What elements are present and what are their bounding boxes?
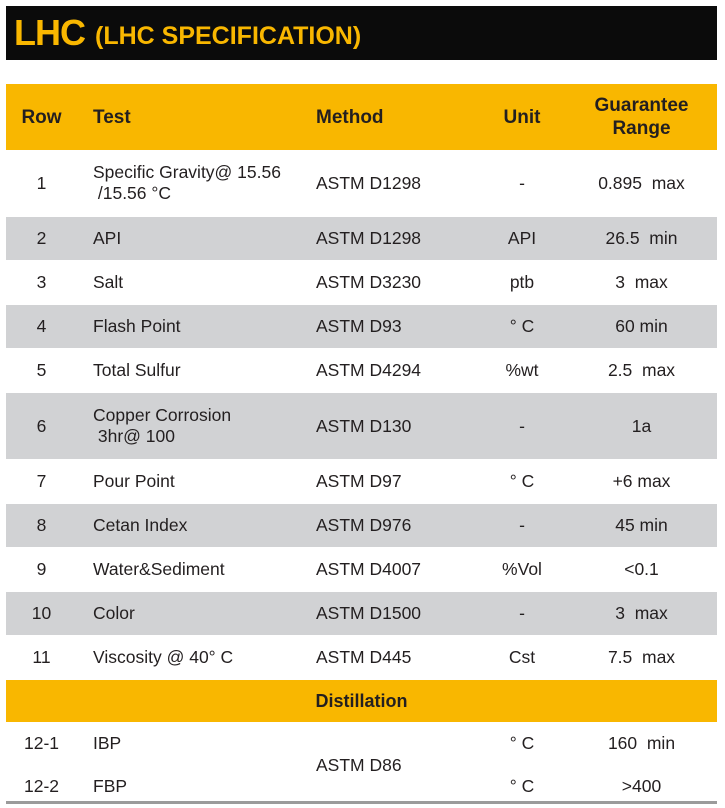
section-title: Distillation bbox=[6, 680, 717, 723]
test-unit: ° C bbox=[509, 776, 535, 796]
test-name: Flash Point bbox=[77, 305, 310, 349]
table-row bbox=[6, 393, 717, 460]
test-range: 3 max bbox=[566, 592, 717, 636]
table-row bbox=[6, 349, 717, 393]
test-range: <0.1 bbox=[566, 548, 717, 592]
test-unit: ° C bbox=[478, 460, 566, 504]
test-unit: ptb bbox=[478, 261, 566, 305]
test-range: +6 max bbox=[566, 460, 717, 504]
test-unit: - bbox=[478, 393, 566, 460]
row-number: 4 bbox=[6, 305, 77, 349]
test-method: ASTM D86 bbox=[316, 754, 402, 775]
test-method: ASTM D130 bbox=[310, 393, 478, 460]
header-range-line2: Range bbox=[612, 118, 671, 139]
table-row bbox=[6, 460, 717, 504]
table-row bbox=[6, 722, 717, 765]
test-name: Pour Point bbox=[77, 460, 310, 504]
test-name bbox=[77, 150, 310, 217]
row-number: 8 bbox=[6, 504, 77, 548]
test-name-line1: Specific Gravity@ 15.56 bbox=[93, 162, 281, 182]
header-method: Method bbox=[310, 84, 478, 150]
test-unit: ° C bbox=[509, 733, 535, 753]
test-name: Water&Sediment bbox=[77, 548, 310, 592]
test-name-line2: /15.56 °C bbox=[93, 183, 172, 203]
table-row bbox=[6, 261, 717, 305]
test-method: ASTM D445 bbox=[310, 636, 478, 680]
test-method: ASTM D1298 bbox=[310, 217, 478, 261]
row-number: 2 bbox=[6, 217, 77, 261]
test-unit: - bbox=[478, 592, 566, 636]
test-range: 7.5 max bbox=[566, 636, 717, 680]
test-name-line1: Copper Corrosion bbox=[93, 405, 232, 425]
row-number: 12-1 bbox=[23, 733, 60, 753]
test-method: ASTM D3230 bbox=[310, 261, 478, 305]
table-row bbox=[6, 305, 717, 349]
header-range-line1: Guarantee bbox=[594, 95, 689, 116]
table-row bbox=[6, 548, 717, 592]
table-row bbox=[6, 592, 717, 636]
row-number: 6 bbox=[6, 393, 77, 460]
test-range: 160 min bbox=[607, 733, 676, 753]
row-number: 7 bbox=[6, 460, 77, 504]
test-method: ASTM D97 bbox=[310, 460, 478, 504]
row-number: 12-2 bbox=[23, 776, 60, 796]
test-name: FBP bbox=[93, 776, 128, 796]
test-name: Cetan Index bbox=[77, 504, 310, 548]
test-name: Viscosity @ 40° C bbox=[77, 636, 310, 680]
page-subtitle: (LHC SPECIFICATION) bbox=[95, 21, 362, 50]
header-guarantee-range bbox=[566, 84, 717, 150]
test-name: API bbox=[77, 217, 310, 261]
test-method: ASTM D4294 bbox=[310, 349, 478, 393]
test-range: >400 bbox=[621, 776, 662, 796]
test-name-line2: 3hr@ 100 bbox=[93, 426, 175, 446]
test-method: ASTM D1298 bbox=[310, 150, 478, 217]
test-unit: Cst bbox=[478, 636, 566, 680]
test-range: 60 min bbox=[566, 305, 717, 349]
test-method: ASTM D1500 bbox=[310, 592, 478, 636]
row-number: 10 bbox=[6, 592, 77, 636]
test-name: Salt bbox=[77, 261, 310, 305]
row-number: 1 bbox=[6, 150, 77, 217]
test-unit: - bbox=[478, 504, 566, 548]
test-range: 1a bbox=[566, 393, 717, 460]
specification-table bbox=[6, 84, 717, 808]
test-range: 3 max bbox=[566, 261, 717, 305]
row-number: 9 bbox=[6, 548, 77, 592]
test-unit: - bbox=[478, 150, 566, 217]
header-row: Row bbox=[6, 84, 77, 150]
test-method: ASTM D976 bbox=[310, 504, 478, 548]
test-name: Color bbox=[77, 592, 310, 636]
header-test: Test bbox=[77, 84, 310, 150]
test-name bbox=[77, 393, 310, 460]
title-bar bbox=[6, 6, 717, 60]
test-unit: %wt bbox=[478, 349, 566, 393]
test-method: ASTM D4007 bbox=[310, 548, 478, 592]
test-range: 0.895 max bbox=[566, 150, 717, 217]
test-name: IBP bbox=[93, 733, 122, 753]
test-unit: API bbox=[478, 217, 566, 261]
test-unit: ° C bbox=[478, 305, 566, 349]
test-method: ASTM D93 bbox=[310, 305, 478, 349]
header-unit: Unit bbox=[478, 84, 566, 150]
test-name: Total Sulfur bbox=[77, 349, 310, 393]
table-row bbox=[6, 217, 717, 261]
section-row-distillation bbox=[6, 680, 717, 723]
test-unit: %Vol bbox=[478, 548, 566, 592]
table-row bbox=[6, 150, 717, 217]
row-number: 5 bbox=[6, 349, 77, 393]
row-number: 11 bbox=[6, 636, 77, 680]
table-row bbox=[6, 504, 717, 548]
test-range: 45 min bbox=[566, 504, 717, 548]
page-title: LHC bbox=[14, 12, 85, 53]
test-range: 26.5 min bbox=[566, 217, 717, 261]
row-number: 3 bbox=[6, 261, 77, 305]
bottom-rule bbox=[6, 801, 717, 804]
table-header-row bbox=[6, 84, 717, 150]
table-row bbox=[6, 636, 717, 680]
test-range: 2.5 max bbox=[566, 349, 717, 393]
